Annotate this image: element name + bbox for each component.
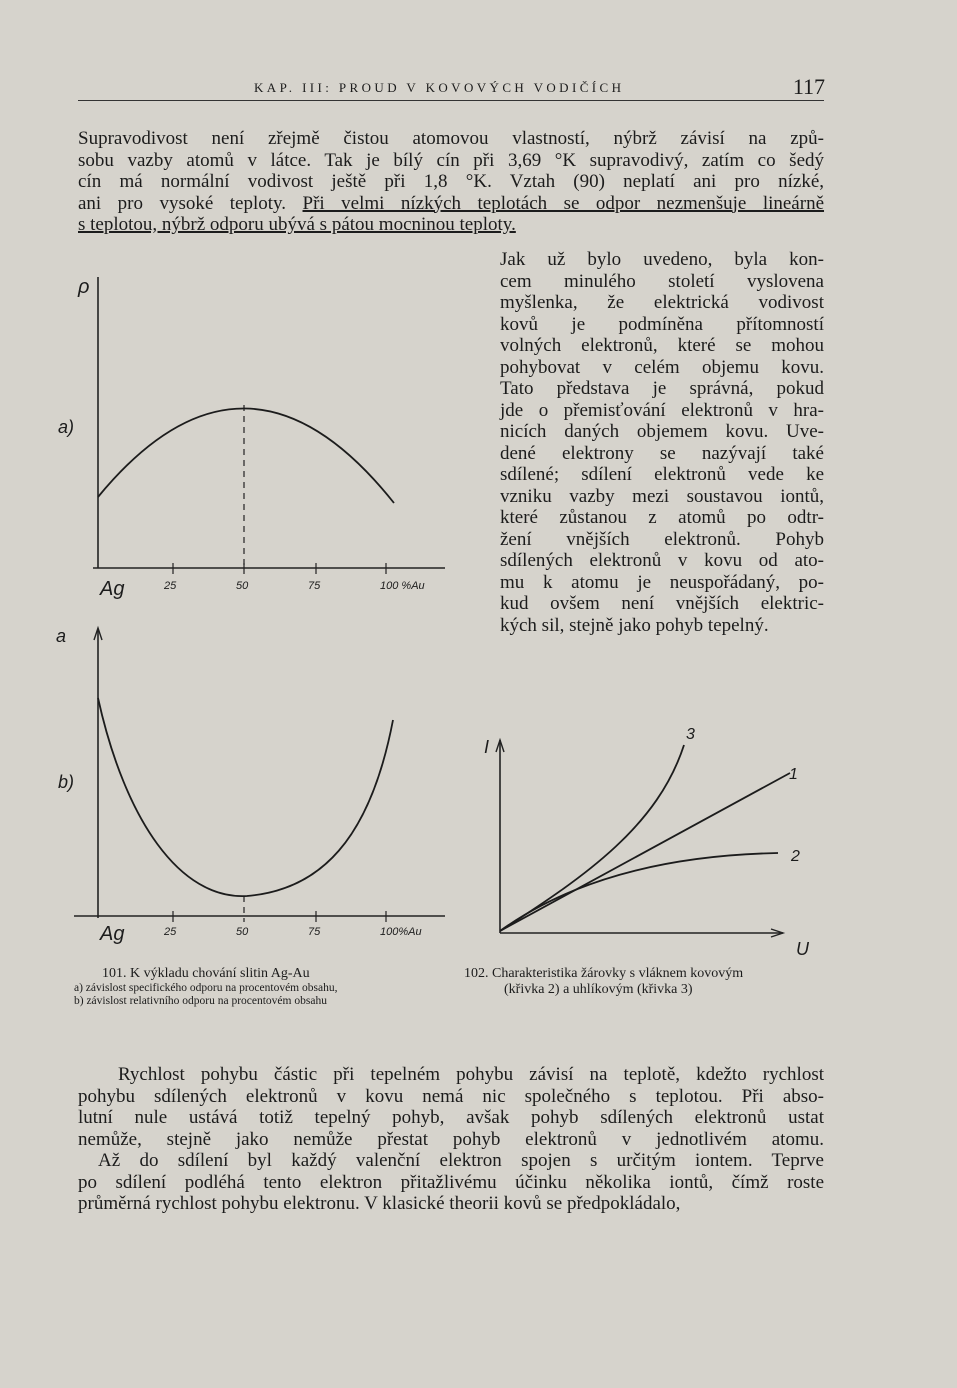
axis-label-y: a [56,626,67,646]
text-line: nemůže, stejně jako nemůže přestat pohyb elektronů v jednotlivém atomu. [78,1128,824,1150]
relative-resistance-curve [98,698,393,896]
x-tick-label: Ag [100,923,125,945]
x-tick-label: 50 [236,926,249,938]
page-number: 117 [792,74,825,99]
chapter-title: KAP. III: PROUD V KOVOVÝCH VODIČÍCH [254,80,625,95]
x-tick-label: 50 [236,580,249,592]
paragraph-free-electrons [500,249,824,636]
caption-figure-101 [74,966,454,1007]
text-fragment: ani pro vysoké teploty. [78,192,303,214]
text-line: po sdílení podléhá tento elektron přitažlivému účinku několika iontů, čímž roste [78,1171,824,1193]
curve-1 [500,773,790,931]
axis-label-y: ρ [78,276,90,298]
text-line: cín má normální vodivost ještě při 1,8 °K. Vztah (90) neplatí ani pro nízké, [78,171,824,192]
x-tick-label: 25 [164,580,177,592]
text-line: Až do sdílení byl každý valenční elektron spojen s určitým iontem. Teprve [98,1150,824,1171]
text-line-mixed [78,193,824,215]
paragraph-superconductivity [78,128,824,236]
text-line: průměrná rychlost pohybu elektronu. V klasické theorii kovů se předpokládalo, [78,1193,681,1214]
paragraph-electron-speed [78,1064,824,1215]
x-tick-label: 75 [308,580,321,592]
text-line: které zůstanou z atomů po odtr- [500,507,824,528]
text-line: sdílené; sdílení elektronů vede ke [500,464,824,485]
x-tick-label: 25 [164,926,177,938]
curve-2-metal [500,853,778,931]
text-line: mu k atomu je neuspořádaný, po- [500,571,824,593]
curve-label: 3 [686,726,695,743]
text-line: pohybu sdílených elektronů v kovu nemá nic společného s teplotou. Při abso- [78,1085,824,1107]
x-tick-label: Ag [100,578,125,600]
caption-line-a: a) závislost specifického odporu na procentovém obsahu, [74,982,338,994]
curve-label: 2 [791,848,800,865]
caption-figure-102 [464,966,828,998]
panel-label: b) [58,772,75,792]
text-line [78,214,824,236]
text-line: jde o přemisťování elektronů v hra- [500,399,824,421]
x-tick-label: 100%Au [380,926,422,938]
figure-101a [50,265,460,610]
caption-line-b: b) závislost relativního odporu na procentovém obsahu [74,994,327,1007]
text-line: vzniku vazby mezi soustavou iontů, [500,485,824,507]
caption-line: 102. Charakteristika žárovky s vláknem kovovým [464,966,744,981]
text-line: myšlenka, že elektrická vodivost [500,292,824,313]
text-line: volných elektronů, které se mohou [500,335,824,356]
text-line: pohybovat v celém objemu kovu. [500,356,824,378]
axis-label-y: I [484,737,490,757]
text-line: žení vnějších elektronů. Pohyb [500,528,824,550]
text-line: nicích daných objemem kovu. Uve- [500,421,824,442]
text-line: kud ovšem není vnějších elektric- [500,593,824,614]
underlined-text: Při velmi nízkých teplotách se odpor nezmenšuje lineárně [302,192,825,214]
curve-label: 1 [789,766,798,783]
text-line: Tato představa je správná, pokud [500,378,824,399]
text-line: dené elektrony se nazývají také [500,442,824,464]
running-head [0,74,957,102]
text-line: sdílených elektronů v kovu od ato- [500,550,824,571]
figure-102 [478,715,828,960]
panel-label: a) [58,417,75,437]
text-line: lutní nule ustává totiž tepelný pohyb, avšak pohyb sdílených elektronů ustat [78,1107,824,1128]
caption-line: (křivka 2) a uhlíkovým (křivka 3) [504,982,693,997]
text-line: sobu vazby atomů v látce. Tak je bílý cín při 3,69 °K supravodivý, zatím co šedý [78,149,824,171]
curve-3-carbon [500,745,684,931]
underlined-text: s teplotou, nýbrž odporu ubývá s pátou mocninou teploty. [78,214,516,235]
header-rule [78,100,824,101]
x-tick-label: 75 [308,926,321,938]
text-line: Supravodivost není zřejmě čistou atomovou vlastností, nýbrž závisí na způ- [78,128,824,149]
text-line: kých sil, stejně jako pohyb tepelný. [500,614,769,636]
text-line: cem minulého století vyslovena [500,270,824,292]
caption-title: 101. K výkladu chování slitin Ag-Au [102,966,310,981]
figure-101b [50,620,460,955]
text-line: kovů je podmíněna přítomností [500,313,824,335]
text-line: Jak už bylo uvedeno, byla kon- [500,249,824,270]
resistivity-curve [98,408,394,503]
axis-label-x: U [796,939,809,959]
x-tick-label: 100 %Au [380,580,425,592]
text-line: Rychlost pohybu částic při tepelném pohybu závisí na teplotě, kdežto rychlost [118,1064,824,1085]
